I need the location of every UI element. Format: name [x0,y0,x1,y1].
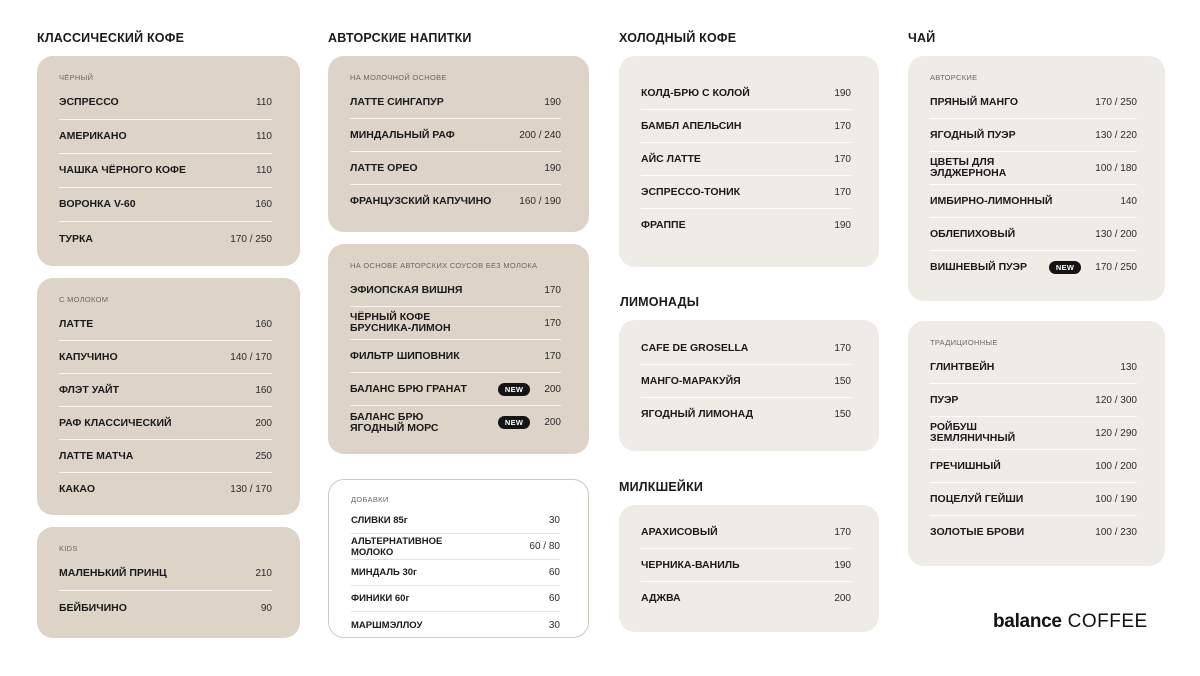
menu-item [641,516,851,549]
menu-item-name: СЛИВКИ 85г [351,515,408,526]
menu-item-price: 190 [834,559,851,571]
menu-item-price: 170 [834,526,851,538]
menu-item [59,591,272,625]
menu-item-price: 130 / 170 [230,484,272,495]
menu-item-price: 120 / 290 [1095,427,1137,439]
card-subtitle: С МОЛОКОМ [59,295,109,304]
card-subtitle: АВТОРСКИЕ [930,73,978,82]
menu-item-price: 100 / 190 [1095,493,1137,505]
menu-item-price: 100 / 200 [1095,460,1137,472]
menu-item-price: 160 [255,318,272,330]
brand-logo [993,611,1148,633]
menu-item-price: 150 [834,375,851,387]
menu-item-name: КАПУЧИНО [59,350,118,363]
menu-card-addons [328,479,589,638]
menu-item [59,440,272,473]
column-title-tea: ЧАЙ [908,31,936,45]
menu-item [930,218,1137,251]
logo-brand: balance [993,611,1062,632]
menu-item [59,308,272,341]
menu-item-name: ОБЛЕПИХОВЫЙ [930,227,1016,240]
menu-item [350,185,561,218]
menu-item-name: МИНДАЛЬ 30г [351,567,418,578]
menu-item-price: 30 [548,515,560,526]
menu-item-price: 190 [834,220,851,231]
menu-item-name: АДЖВА [641,592,681,604]
menu-item-price: 110 [256,131,272,142]
menu-item-name: МАНГО-МАРАКУЙЯ [641,374,741,387]
menu-item-name: CAFE DE GROSELLA [641,341,749,354]
menu-item-price: 170 [834,186,851,198]
menu-item-name: АЛЬТЕРНАТИВНОЕ МОЛОКО [351,535,443,558]
menu-item-price: 170 [834,342,851,354]
menu-item-price: 200 / 240 [519,129,561,141]
menu-item [641,143,851,176]
menu-item [350,340,561,373]
menu-item [59,341,272,374]
card-subtitle: ТРАДИЦИОННЫЕ [930,338,998,347]
menu-item [350,406,561,439]
card-subtitle: ДОБАВКИ [351,495,389,504]
new-badge: NEW [498,416,530,429]
menu-item [351,586,560,612]
menu-item-price: 170 / 250 [1095,96,1137,108]
menu-item-name: ЭФИОПСКАЯ ВИШНЯ [350,283,463,296]
menu-item-name: КОЛД-БРЮ С КОЛОЙ [641,86,750,99]
menu-item-price: 130 / 220 [1095,129,1137,141]
menu-item [641,209,851,242]
menu-item-name: АМЕРИКАНО [59,130,127,142]
menu-item-name: БЕЙБИЧИНО [59,601,127,614]
menu-card-milk-based [328,56,589,232]
menu-item-name: ЛАТТЕ СИНГАПУР [350,95,444,108]
menu-item-price: 200 [834,593,851,604]
card-subtitle: ЧЁРНЫЙ [59,73,94,82]
menu-item-name: ФРАНЦУЗСКИЙ КАПУЧИНО [350,195,492,207]
menu-item [350,274,561,307]
menu-item [350,373,561,406]
menu-item-price: 200 [544,417,561,428]
menu-item-price: 170 [834,120,851,132]
menu-item-price: 90 [260,602,272,614]
section-title-lemonades: ЛИМОНАДЫ [620,295,700,309]
menu-item [59,188,272,222]
menu-item-price: 210 [255,568,272,579]
menu-item [351,560,560,586]
menu-card-tea-author [908,56,1165,301]
menu-item-name: ЯГОДНЫЙ ЛИМОНАД [641,408,754,420]
menu-item [59,374,272,407]
menu-item-price: 100 / 230 [1095,527,1137,538]
menu-item-name: ЧЁРНЫЙ КОФЕ БРУСНИКА-ЛИМОН [350,311,451,334]
card-subtitle: НА МОЛОЧНОЙ ОСНОВЕ [350,73,447,82]
menu-item [59,222,272,256]
menu-item-name: ФЛЭТ УАЙТ [59,383,120,396]
menu-item-price: 110 [256,97,272,108]
menu-item-price: 60 / 80 [529,541,560,552]
menu-item [351,612,560,638]
menu-item [930,119,1137,152]
menu-item [930,152,1137,185]
menu-item [351,508,560,534]
menu-item-name: АЙС ЛАТТЕ [641,152,701,165]
menu-item-name: ЛАТТЕ [59,317,94,330]
column-title-author-drinks: АВТОРСКИЕ НАПИТКИ [328,31,472,45]
menu-card-black [37,56,300,266]
menu-item [930,384,1137,417]
menu-item [59,407,272,440]
column-title-classic-coffee: КЛАССИЧЕСКИЙ КОФЕ [37,31,185,45]
card-subtitle: НА ОСНОВЕ АВТОРСКИХ СОУСОВ БЕЗ МОЛОКА [350,261,538,270]
menu-item [59,473,272,506]
menu-item-price: 160 [255,199,272,210]
menu-item-name: ЭСПРЕССО [59,96,119,108]
menu-item-name: ЦВЕТЫ ДЛЯ ЭЛДЖЕРНОНА [930,156,1007,179]
menu-item [641,176,851,209]
column-title-cold-coffee: ХОЛОДНЫЙ КОФЕ [619,31,737,45]
menu-item-price: 60 [548,567,560,578]
menu-item [59,154,272,188]
menu-item [641,77,851,110]
menu-item-price: 130 / 200 [1095,228,1137,240]
menu-item [350,119,561,152]
menu-item [930,516,1137,549]
new-badge: NEW [498,383,530,396]
menu-item-price: 120 / 300 [1095,394,1137,406]
menu-item [930,483,1137,516]
menu-item-name: БАМБЛ АПЕЛЬСИН [641,119,742,132]
menu-card-milkshakes [619,505,879,632]
menu-item-price: 170 [544,350,561,362]
menu-item-name: ЯГОДНЫЙ ПУЭР [930,128,1016,141]
menu-item-name: ВОРОНКА V-60 [59,198,136,210]
menu-item-name: ИМБИРНО-ЛИМОННЫЙ [930,194,1053,207]
menu-item-price: 30 [548,619,560,631]
menu-card-milk [37,278,300,515]
menu-card-kids [37,527,300,638]
menu-item [930,251,1137,284]
menu-item-price: 200 [255,417,272,429]
menu-item-price: 170 [544,284,561,296]
menu-item-name: АРАХИСОВЫЙ [641,525,718,538]
menu-item-name: ЗОЛОТЫЕ БРОВИ [930,526,1025,538]
menu-item-price: 200 [544,383,561,395]
menu-item-name: ПОЦЕЛУЙ ГЕЙШИ [930,492,1024,505]
menu-item-name: ГЛИНТВЕЙН [930,360,995,373]
menu-item-price: 140 [1120,195,1137,207]
menu-item-price: 190 [544,96,561,108]
menu-item [930,450,1137,483]
menu-item-price: 170 / 250 [230,233,272,245]
menu-item [641,582,851,615]
menu-item-name: ЧАШКА ЧЁРНОГО КОФЕ [59,164,187,176]
menu-card-tea-traditional [908,321,1165,566]
menu-item-price: 150 [834,409,851,420]
menu-item-name: ЛАТТЕ ОРЕО [350,161,418,174]
logo-word: COFFEE [1067,611,1148,632]
menu-item-name: ЛАТТЕ МАТЧА [59,449,134,462]
menu-item-price: 170 [834,153,851,165]
menu-item-price: 160 / 190 [519,196,561,207]
menu-item-name: РАФ КЛАССИЧЕСКИЙ [59,416,172,429]
menu-item-price: 160 [255,384,272,396]
menu-item-price: 250 [255,450,272,462]
section-title-milkshakes: МИЛКШЕЙКИ [619,480,704,494]
menu-item-name: ЭСПРЕССО-ТОНИК [641,185,741,198]
menu-item-price: 110 [256,165,272,176]
menu-item [930,351,1137,384]
menu-item-price: 190 [544,162,561,174]
menu-item [930,86,1137,119]
menu-item [641,332,851,365]
menu-item-name: ФИЛЬТР ШИПОВНИК [350,349,460,362]
menu-item [641,365,851,398]
menu-item [59,86,272,120]
menu-item [59,557,272,591]
menu-item-name: БАЛАНС БРЮ ЯГОДНЫЙ МОРС [350,410,439,434]
menu-item-price: 60 [548,593,560,604]
menu-item-price: 140 / 170 [230,351,272,363]
menu-item [641,549,851,582]
menu-card-lemonades [619,320,879,451]
menu-item [351,534,560,560]
menu-item-name: ТУРКА [59,232,93,245]
menu-item-name: РОЙБУШ ЗЕМЛЯНИЧНЫЙ [930,421,1016,444]
menu-item-name: МИНДАЛЬНЫЙ РАФ [350,128,455,141]
menu-item-name: ПРЯНЫЙ МАНГО [930,95,1019,108]
menu-item-name: ПУЭР [930,393,959,406]
menu-item-price: 130 [1120,361,1137,373]
card-subtitle: KIDS [59,544,78,553]
menu-item-name: ВИШНЕВЫЙ ПУЭР [930,261,1028,273]
menu-item-name: ГРЕЧИШНЫЙ [930,459,1001,472]
menu-item-name: ФРАППЕ [641,219,686,231]
menu-card-sauces [328,244,589,454]
menu-item [350,86,561,119]
menu-item-name: МАРШМЭЛЛОУ [351,619,423,631]
menu-item-name: БАЛАНС БРЮ ГРАНАТ [350,382,467,395]
menu-item [930,185,1137,218]
menu-item-price: 170 / 250 [1095,262,1137,273]
menu-item [350,152,561,185]
menu-item-name: КАКАО [59,483,96,495]
menu-item [59,120,272,154]
menu-item [930,417,1137,450]
menu-item-name: ЧЕРНИКА-ВАНИЛЬ [641,558,740,571]
menu-item-price: 170 [544,317,561,329]
menu-item-name: МАЛЕНЬКИЙ ПРИНЦ [59,567,167,579]
menu-item-name: ФИНИКИ 60г [351,593,410,604]
menu-item [641,110,851,143]
menu-item [641,398,851,431]
menu-card-cold-coffee [619,56,879,267]
menu-item-price: 100 / 180 [1095,162,1137,174]
new-badge: NEW [1049,261,1081,274]
menu-item [350,307,561,340]
menu-item-price: 190 [834,87,851,99]
